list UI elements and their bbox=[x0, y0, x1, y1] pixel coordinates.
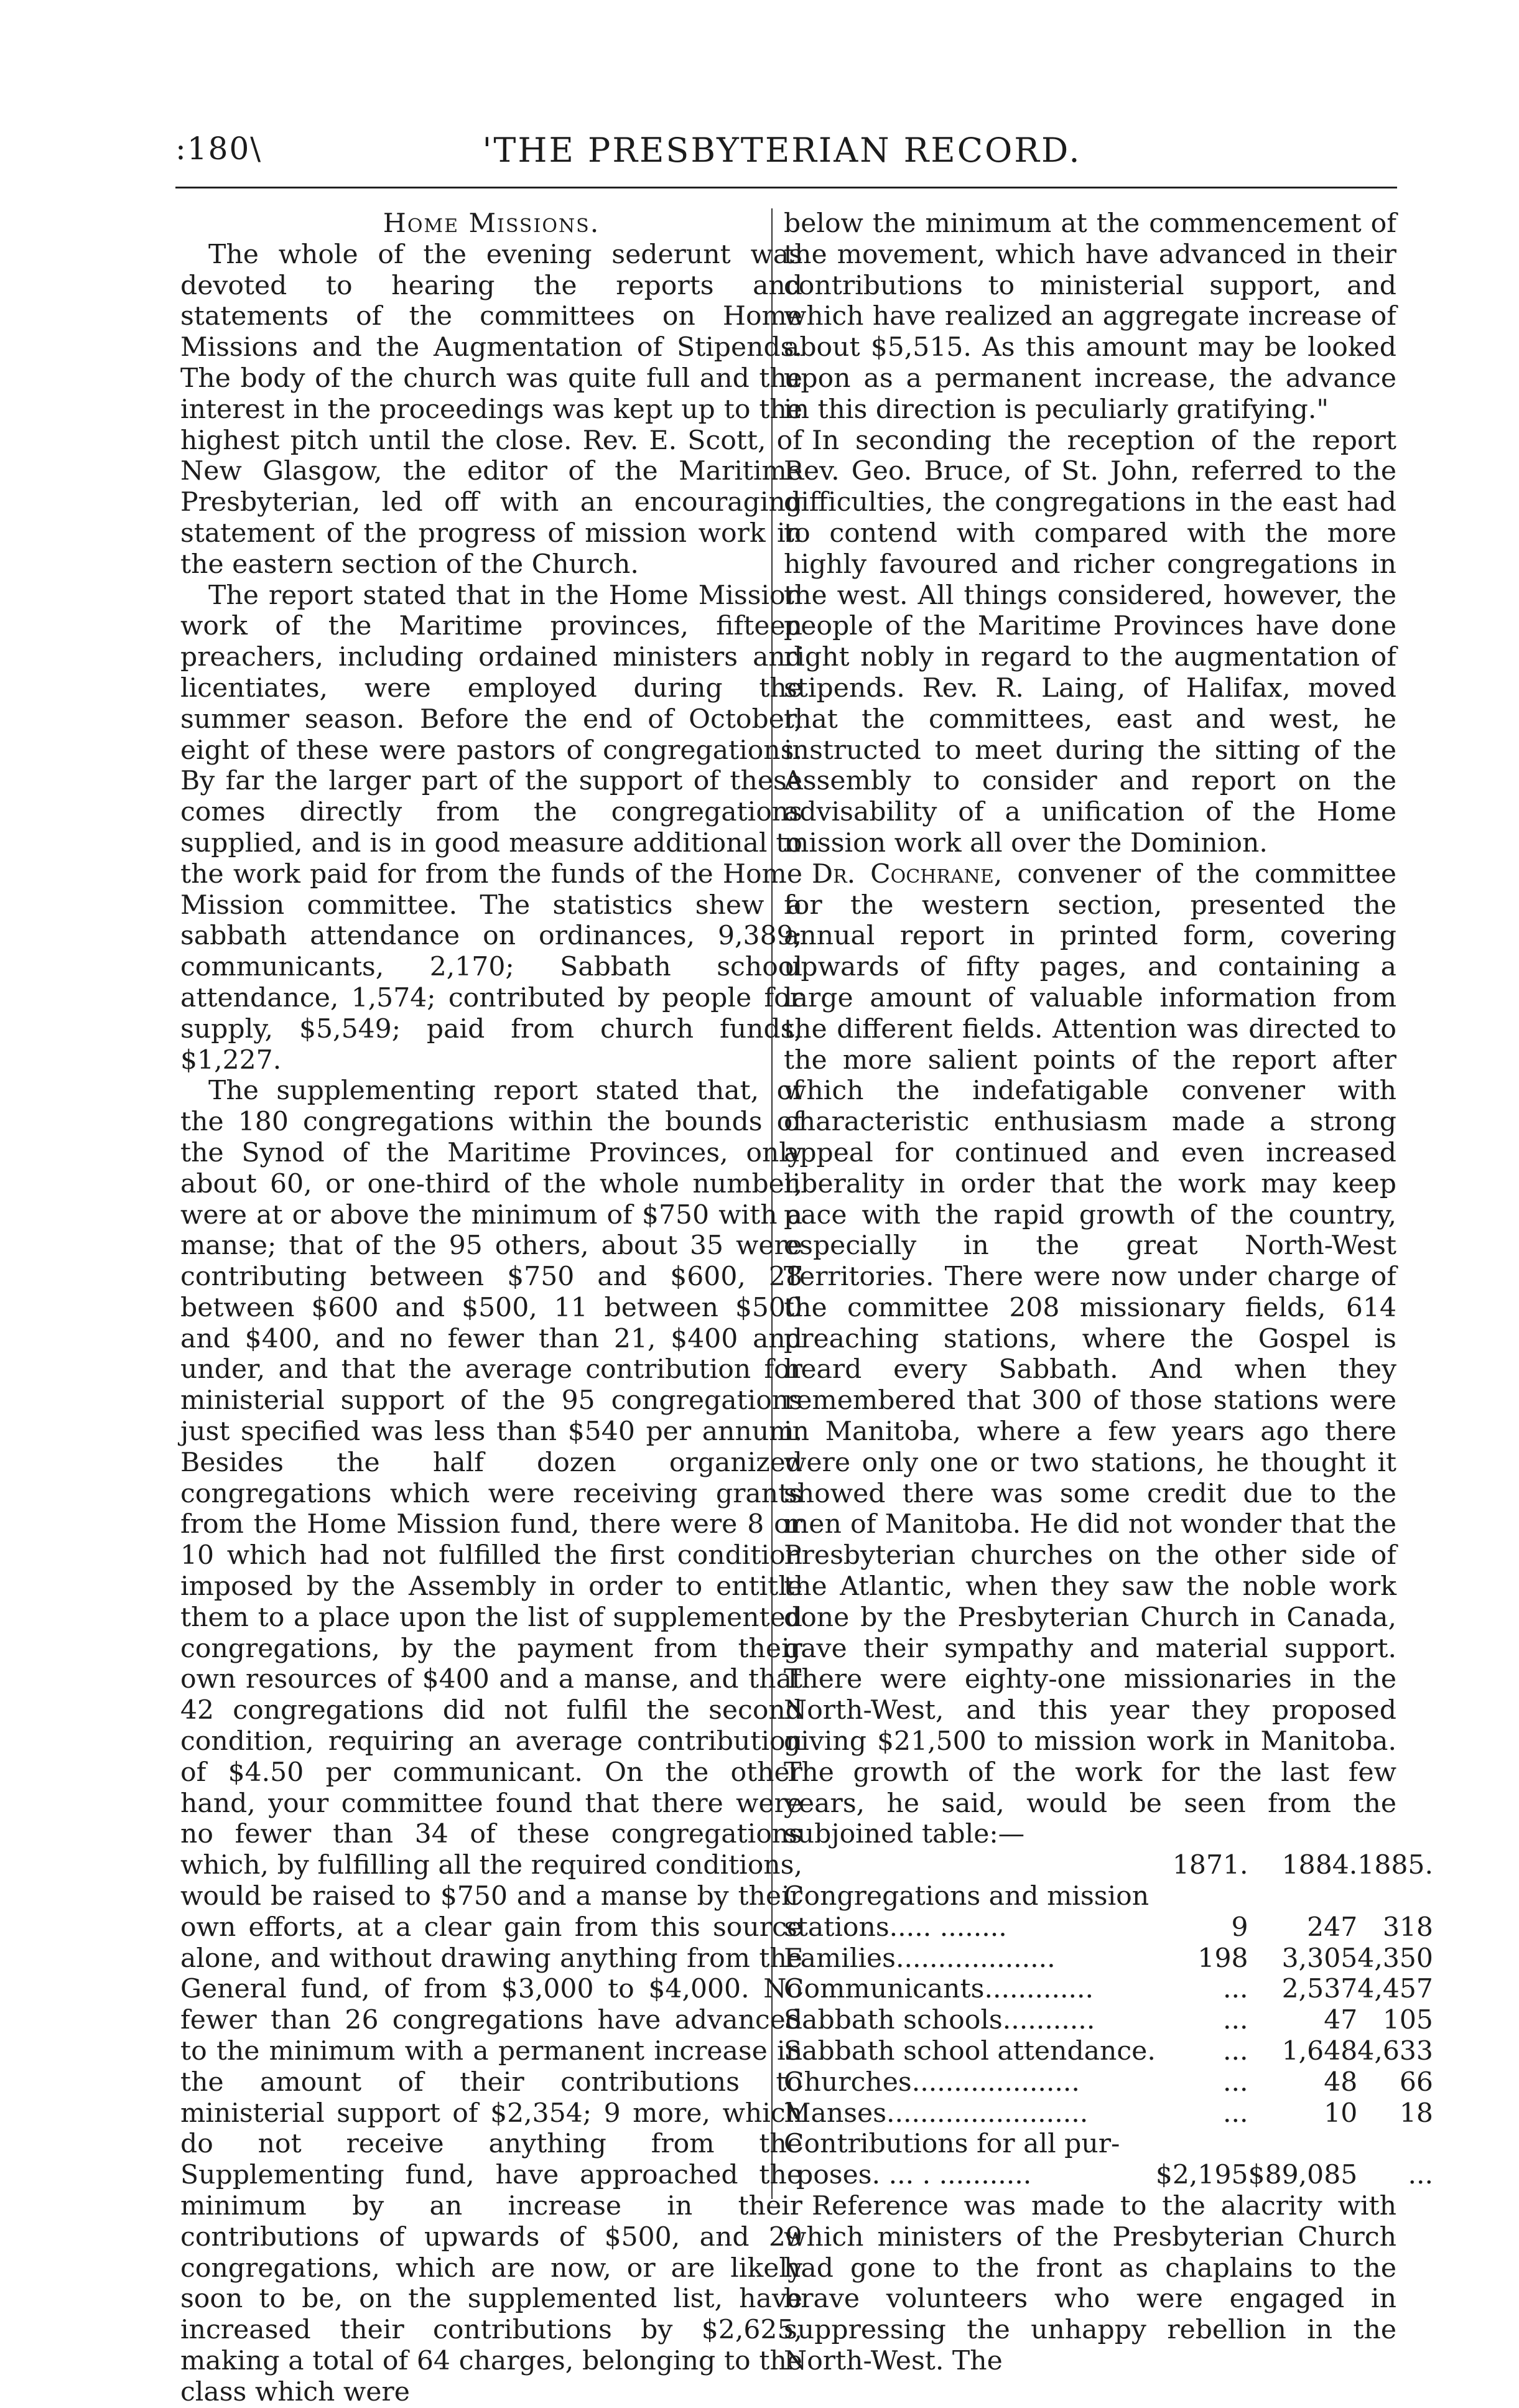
table-cell bbox=[1357, 2129, 1433, 2160]
column-header: 1885. bbox=[1357, 1850, 1433, 1881]
column-header: 1884. bbox=[1281, 1850, 1358, 1881]
section-title-home-missions: Home Missions. bbox=[383, 208, 600, 239]
table-cell bbox=[1156, 2129, 1248, 2160]
table-row bbox=[784, 2160, 1433, 2191]
table-cell bbox=[1248, 1881, 1358, 1912]
table-cell: 9 bbox=[1231, 1912, 1248, 1943]
growth-table bbox=[784, 1850, 1433, 2191]
paragraph: The whole of the evening sederunt was devoted to hearing the reports and statements of the committees on Home Missions and the Augmentation of Stipends. The body of the church was quite full and the interest in the proceedings was kept up to the highest pitch until the close. Rev. E. Scott, of New Glasgow, the editor of the Maritime Presbyterian, led off with an encouraging statement of the progress of mission work in the eastern section of the Church. bbox=[180, 239, 802, 580]
row-label: Communicants............. bbox=[784, 1974, 1094, 2005]
table-cell: 4,350 bbox=[1357, 1943, 1433, 1974]
table-cell: ... bbox=[1223, 2036, 1248, 2067]
page-header bbox=[175, 131, 1388, 180]
paragraph: In seconding the reception of the report Rev. Geo. Bruce, of St. John, referred to the difficulties, the congregations in the east had to contend with compared with the more highly favoured and richer congregations in the west. All things considered, however, the people of the Maritime Provinces have done right nobly in regard to the augmentation of stipends. Rev. R. Laing, of Halifax, moved that the committees, east and west, he instructed to meet during the sitting of the Assembly to consider and report on the advisability of a unification of the Home mission work all over the Dominion. bbox=[784, 425, 1396, 858]
row-label: Manses........................ bbox=[784, 2098, 1089, 2129]
row-label: Churches.................... bbox=[784, 2066, 1080, 2098]
paragraph-cochrane bbox=[784, 859, 1396, 1851]
table-row bbox=[784, 2067, 1433, 2098]
table-row bbox=[784, 1974, 1433, 2005]
table-row bbox=[784, 1912, 1433, 1943]
table-cell: 47 bbox=[1324, 2005, 1358, 2036]
table-cell: ... bbox=[1223, 1974, 1248, 2005]
table-row bbox=[784, 2098, 1433, 2129]
left-column bbox=[180, 208, 802, 2408]
right-column bbox=[784, 208, 1433, 2377]
row-label: Families................... bbox=[784, 1943, 1056, 1974]
row-label: Sabbath schools........... bbox=[784, 2005, 1095, 2036]
paragraph: below the minimum at the commencement of the movement, which have advanced in their contributions to ministerial support, and which have realized an aggregate increase of about $5,515. As this amount may be looked upon as a permanent increase, the advance in this direction is peculiarly gratifying." bbox=[784, 208, 1396, 425]
table-row bbox=[784, 1881, 1433, 1912]
table-cell: 247 bbox=[1307, 1912, 1358, 1943]
table-cell: 66 bbox=[1399, 2066, 1433, 2098]
table-cell bbox=[1248, 2129, 1358, 2160]
table-header-row bbox=[784, 1850, 1433, 1881]
row-label: stations..... ........ bbox=[784, 1912, 1007, 1943]
table-cell: 2,537 bbox=[1281, 1974, 1358, 2005]
table-cell: 4,633 bbox=[1357, 2036, 1433, 2067]
table-cell bbox=[1156, 1881, 1248, 1912]
running-title: 'THE PRESBYTERIAN RECORD. bbox=[482, 131, 1082, 170]
table-cell: 10 bbox=[1324, 2098, 1358, 2129]
table-cell: 4,457 bbox=[1357, 1974, 1433, 2005]
table-row bbox=[784, 2036, 1433, 2067]
table-cell: ... bbox=[1223, 2066, 1248, 2098]
speaker-name: Dr. Cochrane, bbox=[812, 858, 1003, 890]
paragraph: The supplementing report stated that, of the 180 congregations within the bounds of the Synod of the Maritime Provinces, only about 60, or one-third of the whole number, were at or above the minimum of $750 with a manse; that of the 95 others, about 35 were contributing between $750 and $600, 28 between $600 and $500, 11 between $500 and $400, and no fewer than 21, $400 and under, and that the average contribution for ministerial support of the 95 congregations just specified was less than $540 per annum. Besides the half dozen organized congregations which were receiving grants from the Home Mission fund, there were 8 or 10 which had not fulfilled the first condition imposed by the Assembly in order to entitle them to a place upon the list of supplemented congregations, by the payment from their own resources of $400 and a manse, and that 42 congregations did not fulfil the second condition, requiring an average contribution of $4.50 per communicant. On the other hand, your committee found that there were no fewer than 34 of these congregations which, by fulfilling all the required conditions, would be raised to $750 and a manse by their own efforts, at a clear gain from this source alone, and without drawing anything from the General fund, of from $3,000 to $4,000. No fewer than 26 congregations have advanced to the minimum with a permanent increase in the amount of their contributions to ministerial support of $2,354; 9 more, which do not receive anything from the Supplementing fund, have approached the minimum by an increase in their contributions of upwards of $500, and 29 congregations, which are now, or are likely soon to be, on the supplemented list, have increased their contributions by $2,625, making a total of 64 charges, belonging to the class which were bbox=[180, 1076, 802, 2407]
table-cell: $2,195 bbox=[1155, 2160, 1248, 2191]
row-label: Sabbath school attendance. bbox=[784, 2036, 1156, 2067]
table-cell: 318 bbox=[1382, 1912, 1433, 1943]
table-cell: $89,085 bbox=[1248, 2160, 1358, 2191]
paragraph: The report stated that in the Home Mission work of the Maritime provinces, fifteen preachers, including ordained ministers and licentiates, were employed during the summer season. Before the end of October, eight of these were pastors of congregations. By far the larger part of the support of these comes directly from the congregations supplied, and is in good measure additional to the work paid for from the funds of the Home Mission committee. The statistics shew a sabbath attendance on ordinances, 9,389; communicants, 2,170; Sabbath school attendance, 1,574; contributed by people for supply, $5,549; paid from church funds, $1,227. bbox=[180, 580, 802, 1076]
table-row bbox=[784, 2005, 1433, 2036]
row-label: Contributions for all pur- bbox=[784, 2129, 1120, 2160]
header-rule bbox=[175, 187, 1397, 188]
table-cell: 198 bbox=[1197, 1943, 1248, 1974]
paragraph-text: convener of the committee for the western section, presented the annual report in printed form, covering upwards of fifty pages, and containing a large amount of valuable information from the different fields. Attention was directed to the more salient points of the report after which the indefatigable convener with characteristic enthusiasm made a strong appeal for continued and even increased liberality in order that the work may keep pace with the rapid growth of the country, especially in the great North-West Territories. There were now under charge of the committee 208 missionary fields, 614 preaching stations, where the Gospel is heard every Sabbath. And when they remembered that 300 of those stations were in Manitoba, where a few years ago there were only one or two stations, he thought it showed there was some credit due to the men of Manitoba. He did not wonder that the Presbyterian churches on the other side of the Atlantic, when they saw the noble work done by the Presbyterian Church in Canada, gave their sympathy and material support. There were eighty-one missionaries in the North-West, and this year they proposed giving $21,500 to mission work in Manitoba. The growth of the work for the last few years, he said, would be seen from the subjoined table:— bbox=[784, 858, 1397, 1850]
row-label: poses. ... . ........... bbox=[796, 2160, 1032, 2191]
table-cell: 105 bbox=[1382, 2005, 1433, 2036]
table-row bbox=[784, 1943, 1433, 1974]
table-row bbox=[784, 2129, 1433, 2160]
table-cell: 3,305 bbox=[1281, 1943, 1358, 1974]
paragraph: Reference was made to the alacrity with which ministers of the Presbyterian Church had gone to the front as chaplains to the brave volunteers who were engaged in suppressing the unhappy rebellion in the North-West. The bbox=[784, 2191, 1396, 2376]
table-cell bbox=[1357, 1881, 1433, 1912]
table-cell: ... bbox=[1408, 2160, 1433, 2191]
table-cell: 1,648 bbox=[1281, 2036, 1358, 2067]
row-label: Congregations and mission bbox=[784, 1881, 1150, 1912]
column-header: 1871. bbox=[1172, 1850, 1248, 1881]
table-cell: ... bbox=[1223, 2005, 1248, 2036]
page-number: :180\ bbox=[175, 131, 262, 167]
table-cell: ... bbox=[1223, 2098, 1248, 2129]
table-cell: 48 bbox=[1324, 2066, 1358, 2098]
table-cell: 18 bbox=[1399, 2098, 1433, 2129]
